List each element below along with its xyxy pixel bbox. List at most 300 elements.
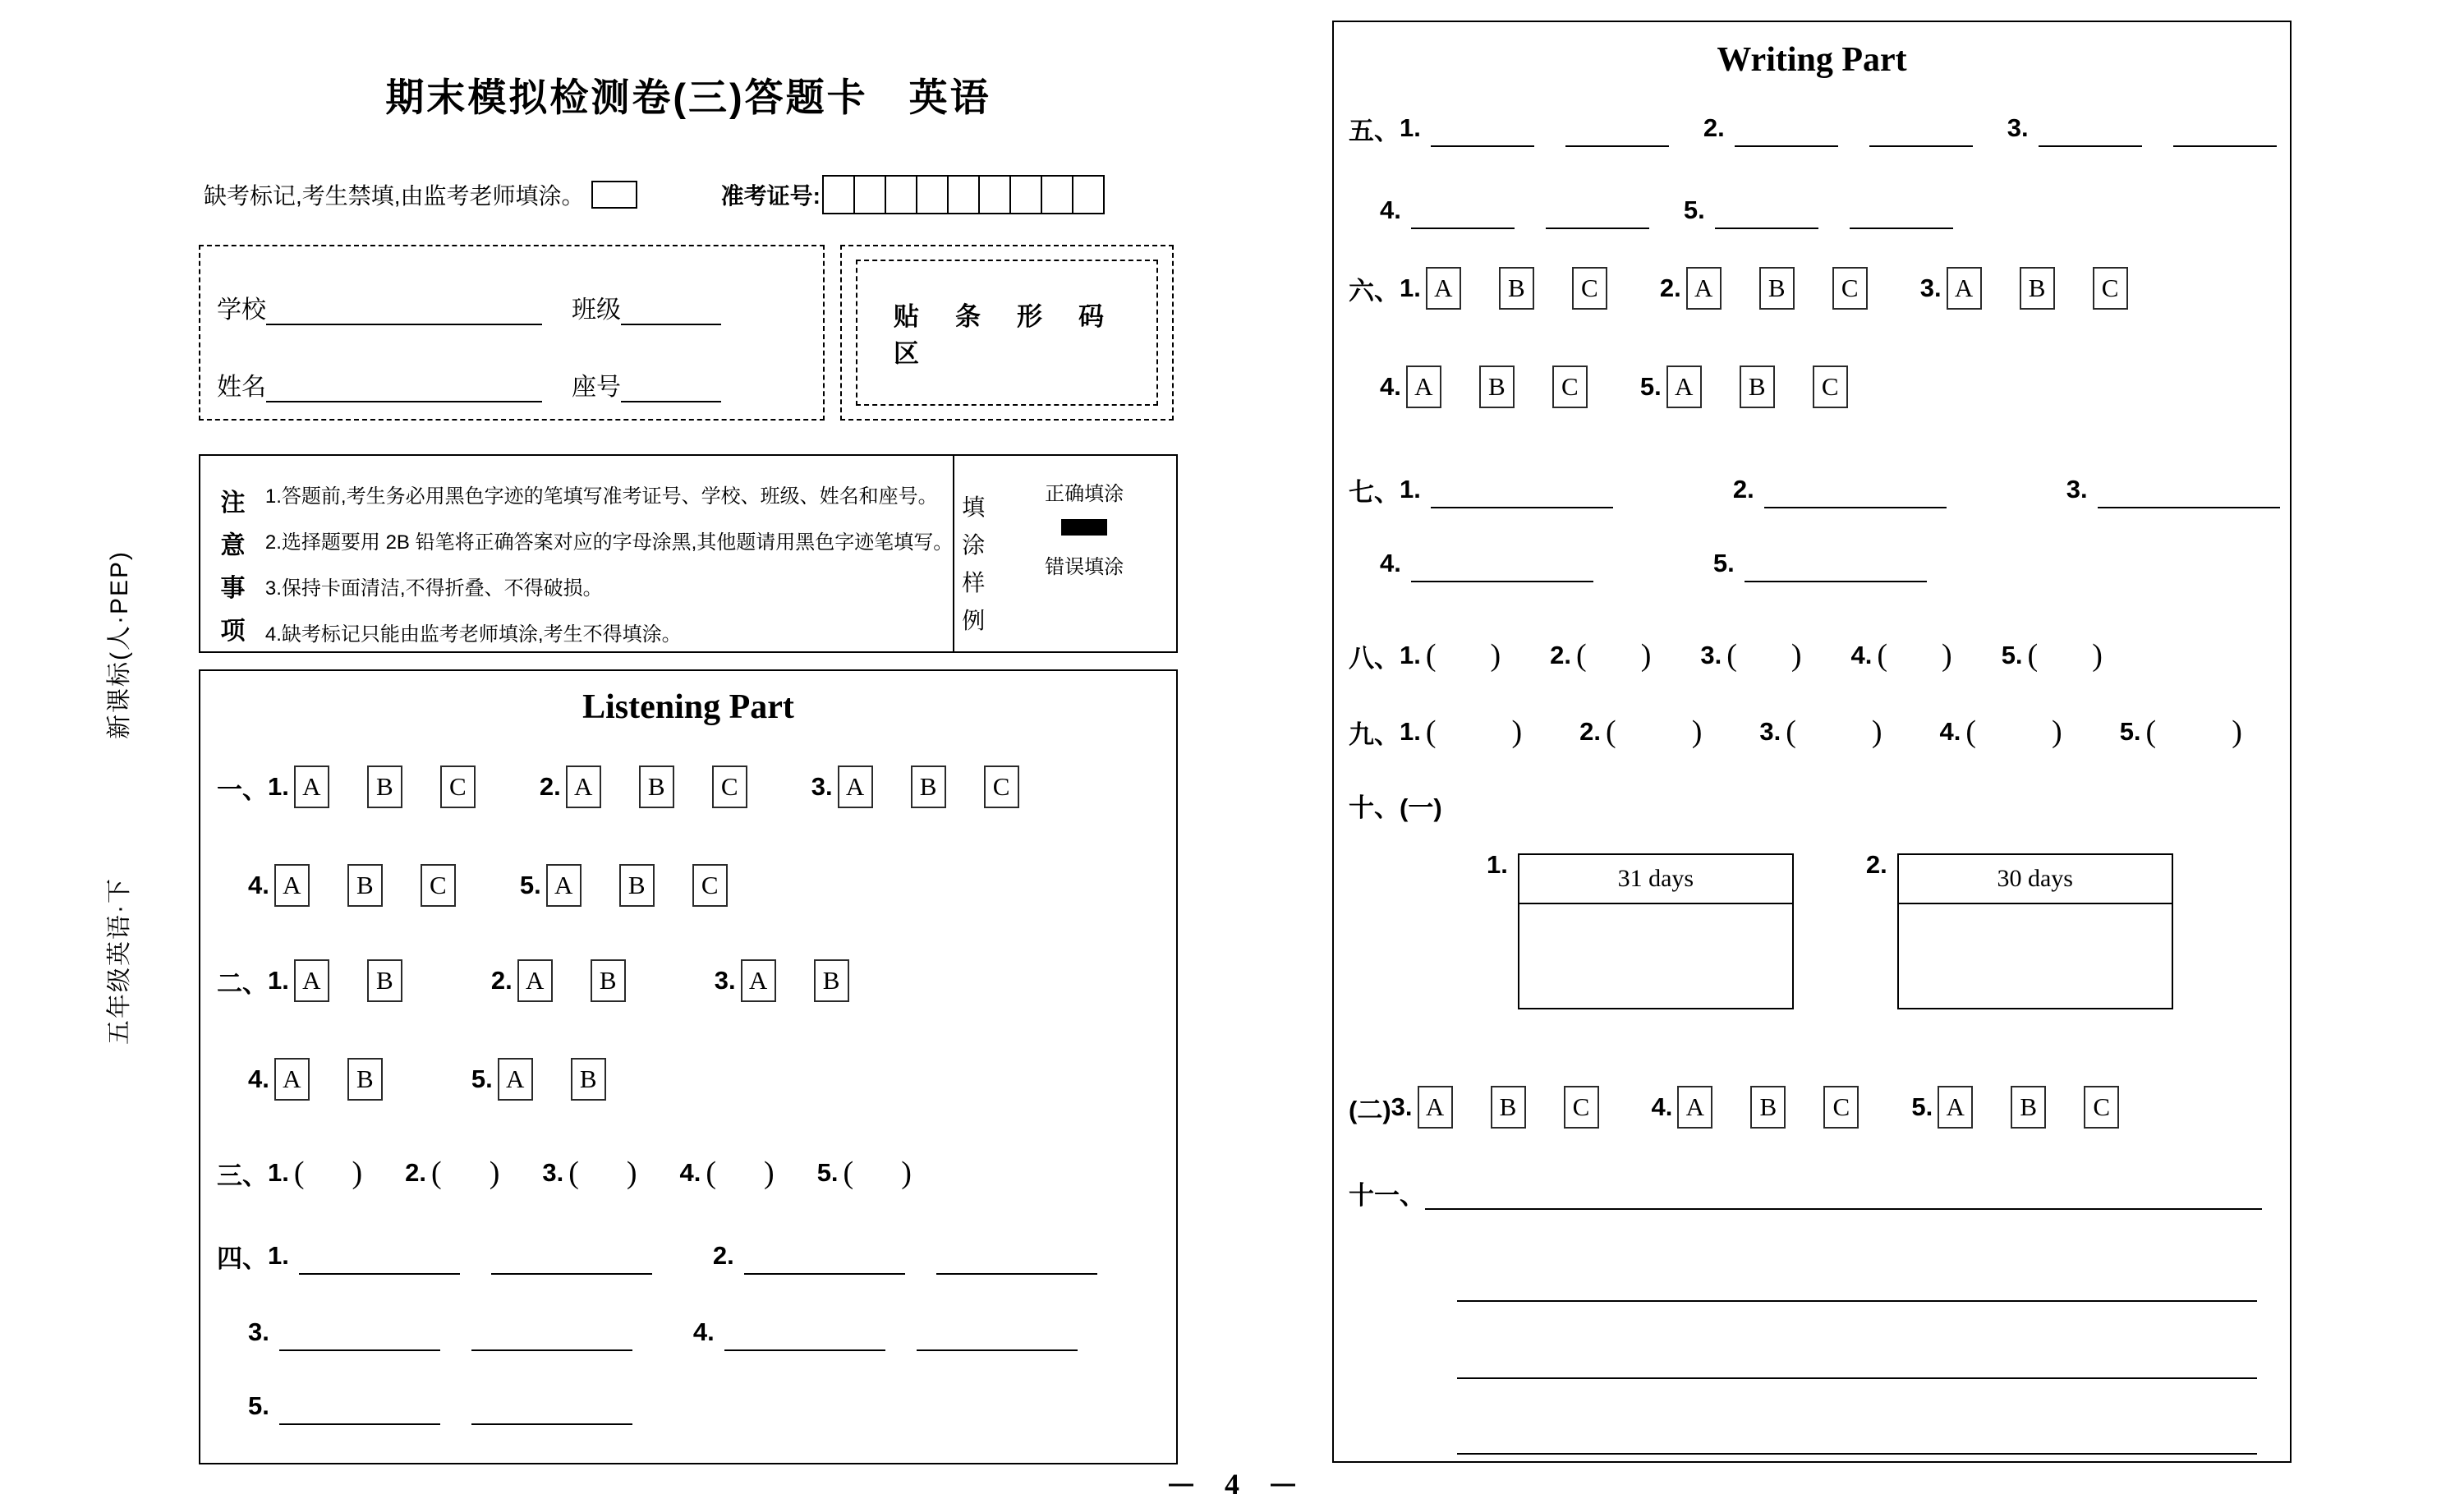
- option-box-a[interactable]: A: [546, 864, 582, 907]
- paren-open: (: [1606, 715, 1616, 749]
- barcode-paste-area: [856, 260, 1158, 406]
- answer-blank[interactable]: [1735, 139, 1838, 147]
- question-number: 2.: [1703, 113, 1725, 142]
- option-box-a[interactable]: A: [566, 765, 601, 808]
- answer-blank[interactable]: [299, 1267, 460, 1275]
- question-number: 5.: [471, 1064, 493, 1093]
- option-box-b[interactable]: B: [571, 1058, 606, 1101]
- question-number: 2.: [712, 1241, 734, 1270]
- question-number: 3.: [714, 966, 736, 995]
- question-item: [1400, 466, 1613, 513]
- option-box-c[interactable]: C: [1813, 366, 1848, 408]
- student-info-box: [199, 245, 825, 421]
- month-table-header: 31 days: [1519, 855, 1792, 904]
- answer-blank[interactable]: [1850, 221, 1953, 229]
- question-number: 1.: [268, 772, 289, 801]
- option-box-b[interactable]: B: [639, 765, 674, 808]
- question-number: 4.: [248, 1064, 269, 1093]
- option-box-c[interactable]: C: [1572, 267, 1607, 310]
- section-W10-label-row: [1349, 784, 1447, 825]
- question-number: 5.: [519, 871, 541, 899]
- listening-part-box: [199, 669, 1178, 1464]
- question-number: 5.: [2001, 641, 2023, 669]
- question-number: 4.: [1651, 1092, 1673, 1121]
- question-number: 1.: [1400, 641, 1421, 669]
- section-L2-row: [217, 957, 849, 1005]
- absent-mark-box[interactable]: [591, 181, 637, 209]
- paren-open: (: [1877, 638, 1888, 673]
- notice-label-column: [200, 456, 265, 651]
- question-item: [1652, 1083, 1859, 1131]
- option-box-b[interactable]: B: [591, 959, 626, 1002]
- question-number: 3.: [1700, 641, 1722, 669]
- question-number: 3.: [1919, 274, 1942, 302]
- section-W5-row: [1349, 104, 2277, 152]
- seat-input-line[interactable]: [621, 371, 721, 402]
- question-number: 3.: [2007, 113, 2029, 142]
- answer-blank[interactable]: [1869, 139, 1973, 147]
- writing-part-title: Writing Part: [1717, 41, 1907, 79]
- question-item: [471, 1055, 606, 1103]
- question-item: [1380, 540, 1593, 587]
- section-label: 二、: [217, 968, 268, 998]
- question-number: 2.: [1732, 475, 1754, 503]
- section-label: 十一、: [1349, 1181, 1425, 1210]
- admission-number-cell[interactable]: [1041, 175, 1073, 214]
- admission-number-label: 准考证号:: [720, 183, 821, 209]
- admission-number-cell[interactable]: [822, 175, 855, 214]
- question-number: 4.: [1850, 641, 1873, 669]
- absent-note-label: 缺考标记,考生禁填,由监考老师填涂。: [204, 183, 585, 209]
- question-item: [268, 1149, 362, 1197]
- paren-open: (: [2145, 715, 2157, 749]
- section-label: 六、: [1349, 276, 1400, 306]
- question-number: 4.: [1380, 372, 1401, 401]
- section-W6-row: [1349, 264, 2128, 312]
- paren-open: (: [1965, 715, 1977, 749]
- month-table: [1518, 853, 1794, 1009]
- paren-open: (: [1576, 638, 1587, 673]
- question-item: [1400, 264, 1607, 312]
- question-item: [1660, 264, 1868, 312]
- question-item: [1400, 104, 1669, 152]
- question-item: [715, 957, 849, 1005]
- notice-item: 1.答题前,考生务必用黑色字迹的笔填写准考证号、学校、班级、姓名和座号。: [264, 485, 938, 508]
- question-number: 1.: [1487, 850, 1508, 879]
- question-number: 1.: [268, 1241, 289, 1270]
- class-input-line[interactable]: [621, 294, 721, 325]
- question-item: [1579, 708, 1702, 756]
- month-table-pair: [1865, 850, 2173, 1009]
- question-item: [1550, 632, 1651, 679]
- question-item: [268, 1232, 652, 1280]
- footer-dash-left: —: [1169, 1470, 1193, 1497]
- answer-blank[interactable]: [1411, 221, 1515, 229]
- section-W7-row: [1349, 466, 2280, 513]
- writing-line[interactable]: [1425, 1202, 2262, 1210]
- month-table-answer-area[interactable]: [1519, 904, 1792, 1008]
- option-box-a[interactable]: A: [1666, 366, 1702, 408]
- question-number: 2.: [539, 772, 561, 801]
- paren-open: (: [843, 1156, 854, 1190]
- question-number: 2.: [490, 966, 513, 995]
- question-item: [680, 1149, 775, 1197]
- option-box-c[interactable]: C: [712, 765, 747, 808]
- question-number: 1.: [1400, 717, 1421, 746]
- paren-close: ): [489, 1156, 500, 1190]
- question-item: [2007, 104, 2277, 152]
- seat-label: 座号: [572, 374, 621, 401]
- question-number: 5.: [2119, 717, 2141, 746]
- writing-line[interactable]: [1457, 1300, 2257, 1302]
- question-item: [1713, 540, 1927, 587]
- student-info-section: [199, 245, 1178, 421]
- admission-number-grid: [824, 175, 1105, 214]
- option-box-b[interactable]: B: [1740, 366, 1775, 408]
- question-number: 3.: [811, 772, 833, 801]
- option-box-b[interactable]: B: [1491, 1086, 1526, 1129]
- left-page: [199, 33, 1178, 1478]
- question-item: [1940, 708, 2062, 756]
- question-number: 5.: [1639, 372, 1662, 401]
- class-label: 班级: [572, 297, 621, 324]
- question-number: 2.: [405, 1158, 427, 1187]
- question-item: [248, 1308, 632, 1356]
- option-box-b[interactable]: B: [1750, 1086, 1786, 1129]
- option-box-c[interactable]: C: [984, 765, 1019, 808]
- question-number: 5.: [1712, 549, 1735, 577]
- option-box-c[interactable]: C: [1823, 1086, 1859, 1129]
- section-label: 九、: [1349, 720, 1400, 749]
- question-number: 4.: [1380, 549, 1401, 577]
- answer-blank[interactable]: [2098, 500, 2280, 508]
- page-number: 4: [1225, 1468, 1239, 1501]
- section-W6-row: [1380, 363, 1848, 411]
- month-table: [1897, 853, 2173, 1009]
- question-item: [1703, 104, 1973, 152]
- section-sublabel: (一): [1400, 793, 1442, 822]
- question-item: [1759, 708, 1882, 756]
- section-L4-row: [248, 1382, 632, 1430]
- option-box-a[interactable]: A: [517, 959, 553, 1002]
- paren-close: ): [2232, 715, 2242, 749]
- paren-open: (: [2027, 638, 2039, 673]
- question-number: 1.: [1400, 113, 1421, 142]
- question-number: 3.: [2066, 475, 2088, 503]
- option-box-a[interactable]: A: [294, 959, 329, 1002]
- option-box-a[interactable]: A: [1677, 1086, 1712, 1129]
- option-box-a[interactable]: A: [1938, 1086, 1973, 1129]
- paren-open: (: [1786, 715, 1796, 749]
- paren-open: (: [1726, 638, 1737, 673]
- question-item: [248, 1055, 383, 1103]
- section-label: 一、: [217, 775, 268, 804]
- month-table-answer-area[interactable]: [1899, 904, 2172, 1008]
- section-W7-row: [1380, 540, 1927, 587]
- answer-blank[interactable]: [279, 1343, 440, 1351]
- page-title: 期末模拟检测卷(三)答题卡 英语: [385, 76, 991, 119]
- section-label: 三、: [217, 1161, 268, 1190]
- question-number: 1.: [1400, 274, 1421, 302]
- option-box-c[interactable]: C: [1564, 1086, 1599, 1129]
- writing-line[interactable]: [1457, 1453, 2257, 1455]
- section-L1-row: [248, 862, 728, 909]
- option-box-a[interactable]: A: [1947, 267, 1982, 310]
- section-L4-row: [248, 1308, 1078, 1356]
- section-W11-first-line-row: [1349, 1172, 2262, 1220]
- option-box-a[interactable]: A: [498, 1058, 533, 1101]
- paren-close: ): [1640, 638, 1652, 673]
- paren-open: (: [431, 1156, 442, 1190]
- option-box-b[interactable]: B: [347, 864, 383, 907]
- question-number: 1.: [1400, 475, 1421, 503]
- question-item: [1380, 186, 1649, 234]
- name-label: 姓名: [217, 374, 266, 401]
- option-box-a[interactable]: A: [1426, 267, 1461, 310]
- question-item: [405, 1149, 499, 1197]
- option-box-c[interactable]: C: [692, 864, 728, 907]
- name-input-line[interactable]: [266, 371, 542, 402]
- question-number: 4.: [679, 1158, 701, 1187]
- question-item: [693, 1308, 1078, 1356]
- paren-close: ): [1490, 638, 1501, 673]
- paren-close: ): [352, 1156, 363, 1190]
- answer-blank[interactable]: [471, 1417, 632, 1425]
- paren-close: ): [2092, 638, 2103, 673]
- notice-box: [199, 454, 1178, 653]
- option-box-c[interactable]: C: [440, 765, 476, 808]
- question-item: [491, 957, 626, 1005]
- question-number: 2.: [1579, 717, 1602, 746]
- notice-item: 2.选择题要用 2B 铅笔将正确答案对应的字母涂黑,其他题请用黑色字迹笔填写。: [264, 531, 954, 554]
- question-item: [520, 862, 728, 909]
- section-W8-row: [1349, 632, 2103, 679]
- question-number: 5.: [816, 1158, 839, 1187]
- admission-number-cell[interactable]: [1009, 175, 1042, 214]
- paren-open: (: [1425, 715, 1437, 749]
- question-item: [248, 862, 456, 909]
- option-box-b[interactable]: B: [814, 959, 849, 1002]
- option-box-b[interactable]: B: [619, 864, 655, 907]
- question-item: [268, 957, 402, 1005]
- question-item: [2066, 466, 2280, 513]
- question-number: 2.: [1659, 274, 1681, 302]
- month-table-pair: [1487, 850, 1794, 1009]
- question-item: [1684, 186, 1953, 234]
- paren-close: ): [901, 1156, 912, 1190]
- question-number: 4.: [1380, 195, 1401, 224]
- option-box-c[interactable]: C: [1552, 366, 1588, 408]
- admission-number-cell[interactable]: [1072, 175, 1105, 214]
- question-number: 5.: [1911, 1092, 1933, 1121]
- question-number: 4.: [692, 1317, 715, 1346]
- section-W9-row: [1349, 708, 2242, 756]
- question-number: 5.: [1683, 195, 1705, 224]
- option-box-b[interactable]: B: [2011, 1086, 2046, 1129]
- option-box-b[interactable]: B: [1479, 366, 1515, 408]
- option-box-c[interactable]: C: [421, 864, 456, 907]
- option-box-b[interactable]: B: [1499, 267, 1534, 310]
- option-box-a[interactable]: A: [1406, 366, 1441, 408]
- paren-close: ): [2052, 715, 2062, 749]
- answer-blank[interactable]: [1764, 500, 1947, 508]
- question-item: [817, 1149, 912, 1197]
- question-item: [713, 1232, 1097, 1280]
- question-item: [1911, 1083, 2119, 1131]
- info-row-name-seat: [217, 366, 807, 402]
- fill-sample-column: [953, 456, 1176, 651]
- absent-mark-row: [204, 174, 1178, 215]
- question-item: [248, 1382, 632, 1430]
- wrong-fill-label: 错误填涂: [1045, 556, 1124, 578]
- notice-item: 4.缺考标记只能由监考老师填涂,考生不得填涂。: [264, 623, 682, 646]
- question-number: 2.: [1865, 850, 1887, 879]
- month-tables-row: [1487, 850, 2173, 1009]
- notice-title: 注意事项: [220, 490, 246, 645]
- question-item: [1400, 708, 1522, 756]
- section-L1-row: [217, 763, 1019, 811]
- question-number: 1.: [268, 966, 289, 995]
- question-item: [1733, 466, 1947, 513]
- admission-number-cell[interactable]: [853, 175, 886, 214]
- option-box-a[interactable]: A: [274, 864, 310, 907]
- writing-line[interactable]: [1457, 1377, 2257, 1379]
- page-footer: [0, 1467, 2464, 1501]
- question-item: [1700, 632, 1801, 679]
- admission-number-cell[interactable]: [916, 175, 949, 214]
- footer-dash-right: —: [1271, 1470, 1295, 1497]
- paren-close: ): [1791, 638, 1802, 673]
- section-L2-row: [248, 1055, 606, 1103]
- fill-sample-demo: [992, 456, 1176, 651]
- option-box-b[interactable]: B: [347, 1058, 383, 1101]
- option-box-b[interactable]: B: [367, 959, 402, 1002]
- info-row-school-class: [217, 289, 807, 325]
- month-table-header: 30 days: [1899, 855, 2172, 904]
- paren-close: ): [626, 1156, 637, 1190]
- section-label: 七、: [1349, 477, 1400, 507]
- question-number: 3.: [542, 1158, 564, 1187]
- question-number: 3.: [248, 1317, 269, 1346]
- admission-number-cell[interactable]: [947, 175, 980, 214]
- fill-sample-title: 填涂样例: [962, 494, 986, 633]
- barcode-outer-box: [840, 245, 1174, 421]
- answer-blank[interactable]: [491, 1267, 652, 1275]
- filled-mark-sample: [1061, 519, 1107, 536]
- option-box-c[interactable]: C: [1832, 267, 1868, 310]
- sidebar-edition-text: 新课标(人·PEP): [106, 550, 133, 739]
- section-L3-row: [217, 1149, 912, 1197]
- question-number: 3.: [1391, 1092, 1413, 1121]
- admission-number-cell[interactable]: [885, 175, 917, 214]
- question-item: [2120, 708, 2242, 756]
- option-box-b[interactable]: B: [2020, 267, 2055, 310]
- answer-blank[interactable]: [744, 1267, 905, 1275]
- option-box-c[interactable]: C: [2084, 1086, 2119, 1129]
- paren-open: (: [568, 1156, 579, 1190]
- question-number: 3.: [1759, 717, 1781, 746]
- notice-item: 3.保持卡面清洁,不得折叠、不得破损。: [264, 577, 603, 600]
- paren-close: ): [764, 1156, 775, 1190]
- option-box-a[interactable]: A: [741, 959, 776, 1002]
- paren-open: (: [293, 1156, 305, 1190]
- school-input-line[interactable]: [266, 294, 542, 325]
- answer-blank[interactable]: [1745, 574, 1927, 582]
- question-item: [1851, 632, 1952, 679]
- question-item: [1391, 1083, 1599, 1131]
- option-box-a[interactable]: A: [1686, 267, 1722, 310]
- question-item: [540, 763, 747, 811]
- option-box-b[interactable]: B: [911, 765, 946, 808]
- option-box-a[interactable]: A: [838, 765, 873, 808]
- fill-sample-label-column: [954, 456, 992, 651]
- question-number: 4.: [1939, 717, 1961, 746]
- notice-items: [265, 456, 953, 651]
- answer-blank[interactable]: [724, 1343, 885, 1351]
- question-item: [2002, 632, 2103, 679]
- answer-blank[interactable]: [1565, 139, 1669, 147]
- answer-blank[interactable]: [279, 1417, 440, 1425]
- paren-close: ): [1511, 715, 1523, 749]
- paren-close: ): [1942, 638, 1952, 673]
- question-item: [542, 1149, 637, 1197]
- answer-blank[interactable]: [1546, 221, 1649, 229]
- option-box-b[interactable]: B: [367, 765, 402, 808]
- question-number: 2.: [1550, 641, 1572, 669]
- barcode-area-label: 贴条形码区: [894, 302, 1140, 368]
- question-item: [1400, 632, 1501, 679]
- question-item: [1640, 363, 1848, 411]
- section-W10b-row: [1349, 1083, 2119, 1131]
- paren-close: ): [1871, 715, 1882, 749]
- answer-blank[interactable]: [1431, 500, 1613, 508]
- section-W5-row: [1380, 186, 1953, 234]
- paren-close: ): [1691, 715, 1703, 749]
- admission-number-cell[interactable]: [978, 175, 1011, 214]
- option-box-a[interactable]: A: [274, 1058, 310, 1101]
- question-number: 1.: [268, 1158, 289, 1187]
- option-box-c[interactable]: C: [2093, 267, 2128, 310]
- school-label: 学校: [217, 297, 266, 324]
- question-number: 4.: [248, 871, 269, 899]
- answer-blank[interactable]: [2173, 139, 2277, 147]
- question-item: [811, 763, 1019, 811]
- answer-blank[interactable]: [471, 1343, 632, 1351]
- option-box-a[interactable]: A: [1418, 1086, 1453, 1129]
- answer-blank[interactable]: [1715, 221, 1818, 229]
- section-label: 十、: [1349, 793, 1400, 822]
- section-label: 八、: [1349, 643, 1400, 673]
- question-item: [1920, 264, 2128, 312]
- listening-part-title: Listening Part: [582, 688, 794, 726]
- writing-part-box: [1332, 21, 2292, 1463]
- answer-blank[interactable]: [936, 1267, 1097, 1275]
- section-label: 四、: [217, 1244, 268, 1273]
- section-label: 五、: [1349, 116, 1400, 145]
- section-L4-row: [217, 1232, 1097, 1280]
- sidebar-grade-text: 五年级英语·下: [106, 877, 133, 1045]
- answer-blank[interactable]: [1411, 574, 1593, 582]
- question-number: 5.: [248, 1391, 269, 1420]
- answer-blank[interactable]: [917, 1343, 1078, 1351]
- answer-blank[interactable]: [1431, 139, 1534, 147]
- answer-blank[interactable]: [2039, 139, 2142, 147]
- option-box-b[interactable]: B: [1759, 267, 1795, 310]
- option-box-a[interactable]: A: [294, 765, 329, 808]
- question-item: [1380, 363, 1588, 411]
- question-item: [268, 763, 476, 811]
- section-label: (二): [1349, 1095, 1391, 1124]
